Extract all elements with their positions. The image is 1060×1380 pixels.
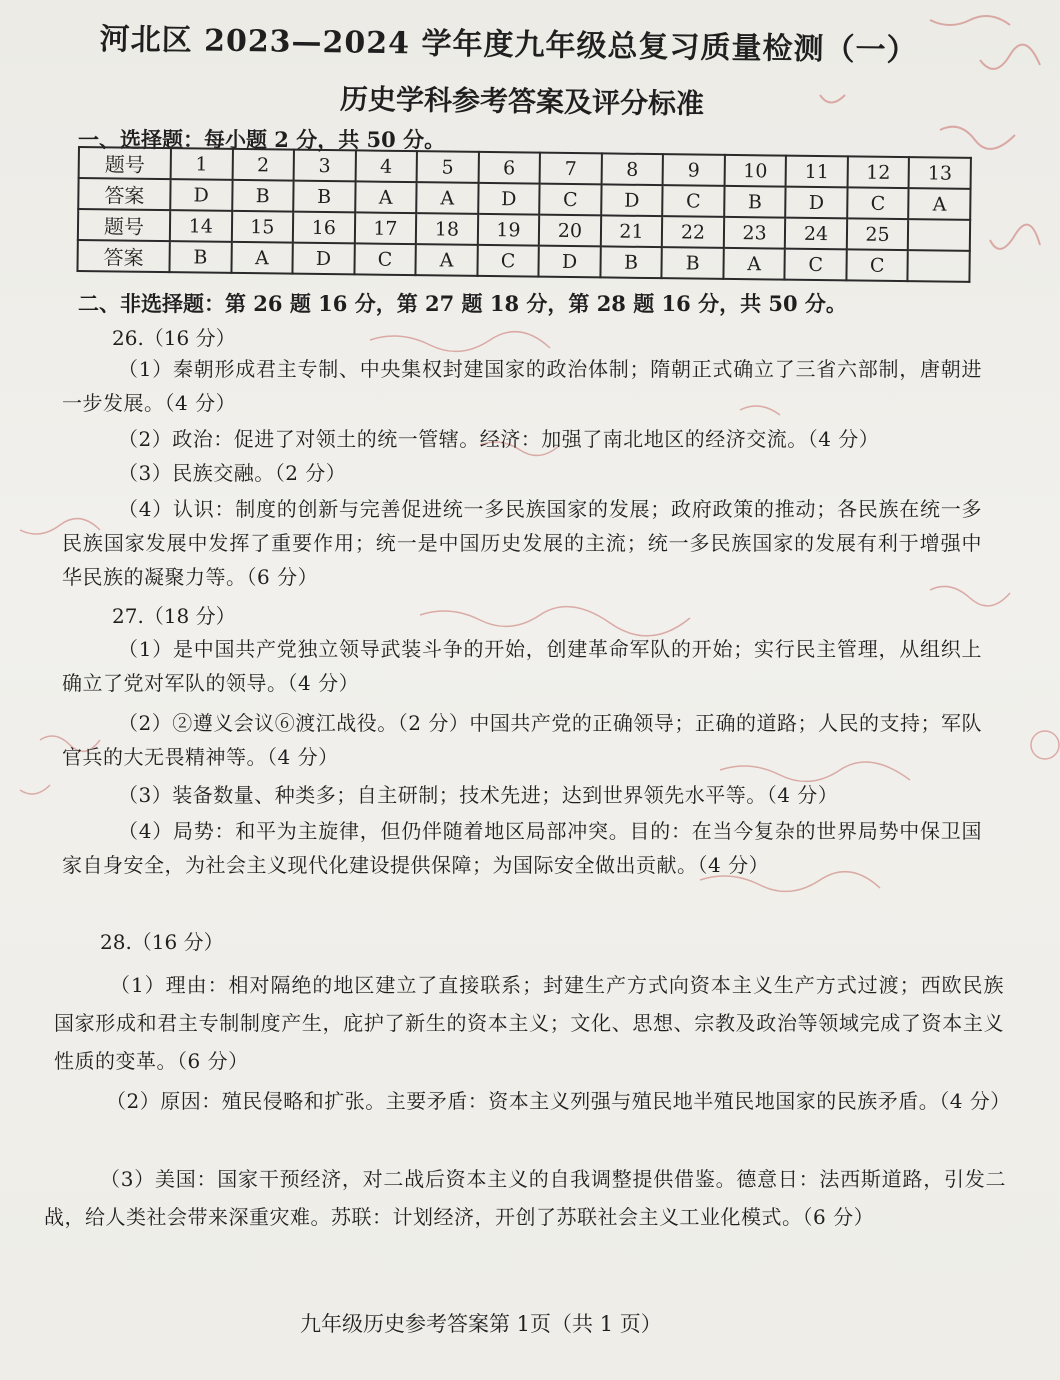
- question-number: 7: [540, 153, 602, 185]
- question-number: 14: [170, 210, 232, 242]
- answer-cell: [908, 250, 970, 282]
- answer-cell: D: [478, 183, 540, 215]
- question-27-title: 27.（18 分）: [112, 604, 236, 628]
- answer-cell: D: [293, 243, 355, 275]
- question-number: 1: [171, 148, 233, 180]
- answer-cell: C: [847, 187, 909, 219]
- q28-answer-1: （1）理由：相对隔绝的地区建立了直接联系；封建生产方式向资本主义生产方式过渡；西欧民族国家形成和君主专制制度产生，庇护了新生的资本主义；文化、思想、宗教及政治等领域完成了资本主义性质的变革。（6 分）: [54, 973, 1004, 1073]
- q28-answer-2: （2）原因：殖民侵略和扩张。主要矛盾：资本主义列强与殖民地半殖民地国家的民族矛盾。（4 分）: [106, 1089, 1011, 1113]
- question-number: 10: [724, 155, 786, 187]
- row-label: 题号: [79, 147, 171, 179]
- q27-answer-4: （4）局势：和平为主旋律，但仍伴随着地区局部冲突。目的：在当今复杂的世界局势中保卫国家自身安全，为社会主义现代化建设提供保障；为国际安全做出贡献。（4 分）: [62, 819, 982, 877]
- question-number: 23: [724, 217, 786, 249]
- answer-cell: B: [600, 246, 662, 278]
- question-number: 16: [293, 212, 355, 244]
- q26-answer-1: （1）秦朝形成君主专制、中央集权封建国家的政治体制；隋朝正式确立了三省六部制，唐朝进一步发展。（4 分）: [62, 357, 982, 415]
- q27-answer-3: （3）装备数量、种类多；自主研制；技术先进；达到世界领先水平等。（4 分）: [118, 783, 839, 807]
- answer-cell: D: [539, 246, 601, 278]
- answer-cell: A: [355, 181, 417, 213]
- answer-cell: C: [846, 249, 908, 281]
- q26-answer-3: （3）民族交融。（2 分）: [118, 461, 347, 485]
- section-2-heading: 二、非选择题：第 26 题 16 分，第 27 题 18 分，第 28 题 16 分，共 50 分。: [78, 291, 847, 316]
- question-number: 21: [601, 215, 663, 247]
- question-26-title: 26.（16 分）: [112, 326, 236, 350]
- question-number: 15: [231, 211, 293, 243]
- question-number: 17: [354, 212, 416, 244]
- question-number: 2: [232, 149, 294, 181]
- question-number: 5: [417, 151, 479, 183]
- question-number: 19: [477, 214, 539, 246]
- answer-cell: B: [662, 247, 724, 279]
- q27-answer-2: （2）②遵义会议⑥渡江战役。（2 分）中国共产党的正确领导；正确的道路；人民的支持；军队官兵的大无畏精神等。（4 分）: [62, 711, 982, 769]
- question-number: 24: [785, 218, 847, 250]
- q26-answer-2: （2）政治：促进了对领土的统一管辖。经济：加强了南北地区的经济交流。（4 分）: [118, 427, 880, 451]
- q26-answer-4: （4）认识：制度的创新与完善促进统一多民族国家的发展；政府政策的推动；各民族在统一多民族国家发展中发挥了重要作用；统一是中国历史发展的主流；统一多民族国家的发展有利于增强中华民族的凝聚力等。（6 分）: [62, 497, 982, 589]
- q28-answer-3: （3）美国：国家干预经济，对二战后资本主义的自我调整提供借鉴。德意日：法西斯道路，引发二战，给人类社会带来深重灾难。苏联：计划经济，开创了苏联社会主义工业化模式。（6 分）: [44, 1167, 1006, 1229]
- page-footer: 九年级历史参考答案第 1页（共 1 页）: [300, 1312, 662, 1336]
- answer-cell: C: [354, 243, 416, 275]
- answer-cell: D: [601, 184, 663, 216]
- row-label: 题号: [78, 209, 170, 241]
- question-number: 11: [786, 156, 848, 188]
- answer-cell: C: [539, 184, 601, 216]
- question-number: 3: [294, 150, 356, 182]
- question-number: 8: [601, 153, 663, 185]
- answer-cell: A: [909, 188, 971, 220]
- question-number: 13: [909, 157, 971, 189]
- answer-cell: D: [785, 187, 847, 219]
- answer-cell: C: [785, 249, 847, 281]
- q27-answer-1: （1）是中国共产党独立领导武装斗争的开始，创建革命军队的开始；实行民主管理，从组织上确立了党对军队的领导。（4 分）: [62, 637, 982, 695]
- section-1-heading: 一、选择题：每小题 2 分，共 50 分。: [78, 127, 446, 152]
- row-label: 答案: [77, 240, 169, 272]
- answer-cell: B: [232, 180, 294, 212]
- question-number: 4: [355, 150, 417, 182]
- answer-cell: C: [662, 185, 724, 217]
- question-28-title: 28.（16 分）: [100, 930, 224, 954]
- answer-cell: B: [724, 186, 786, 218]
- question-number: 18: [416, 213, 478, 245]
- answer-cell: B: [169, 241, 231, 273]
- answer-cell: A: [416, 244, 478, 276]
- document-subtitle: 历史学科参考答案及评分标准: [339, 82, 705, 121]
- question-number: 6: [478, 152, 540, 184]
- question-number: 9: [663, 154, 725, 186]
- multiple-choice-answer-table: [76, 146, 971, 283]
- answer-cell: A: [416, 182, 478, 214]
- document-title: 河北区 2023—2024 学年度九年级总复习质量检测（一）: [99, 21, 918, 69]
- answer-cell: A: [231, 242, 293, 274]
- answer-cell: B: [293, 181, 355, 213]
- answer-cell: D: [170, 179, 232, 211]
- question-number: 22: [662, 216, 724, 248]
- question-number: 12: [847, 156, 909, 188]
- question-number: [908, 219, 970, 251]
- answer-cell: A: [723, 248, 785, 280]
- row-label: 答案: [78, 178, 170, 210]
- answer-cell: C: [477, 245, 539, 277]
- question-number: 25: [847, 218, 909, 250]
- question-number: 20: [539, 215, 601, 247]
